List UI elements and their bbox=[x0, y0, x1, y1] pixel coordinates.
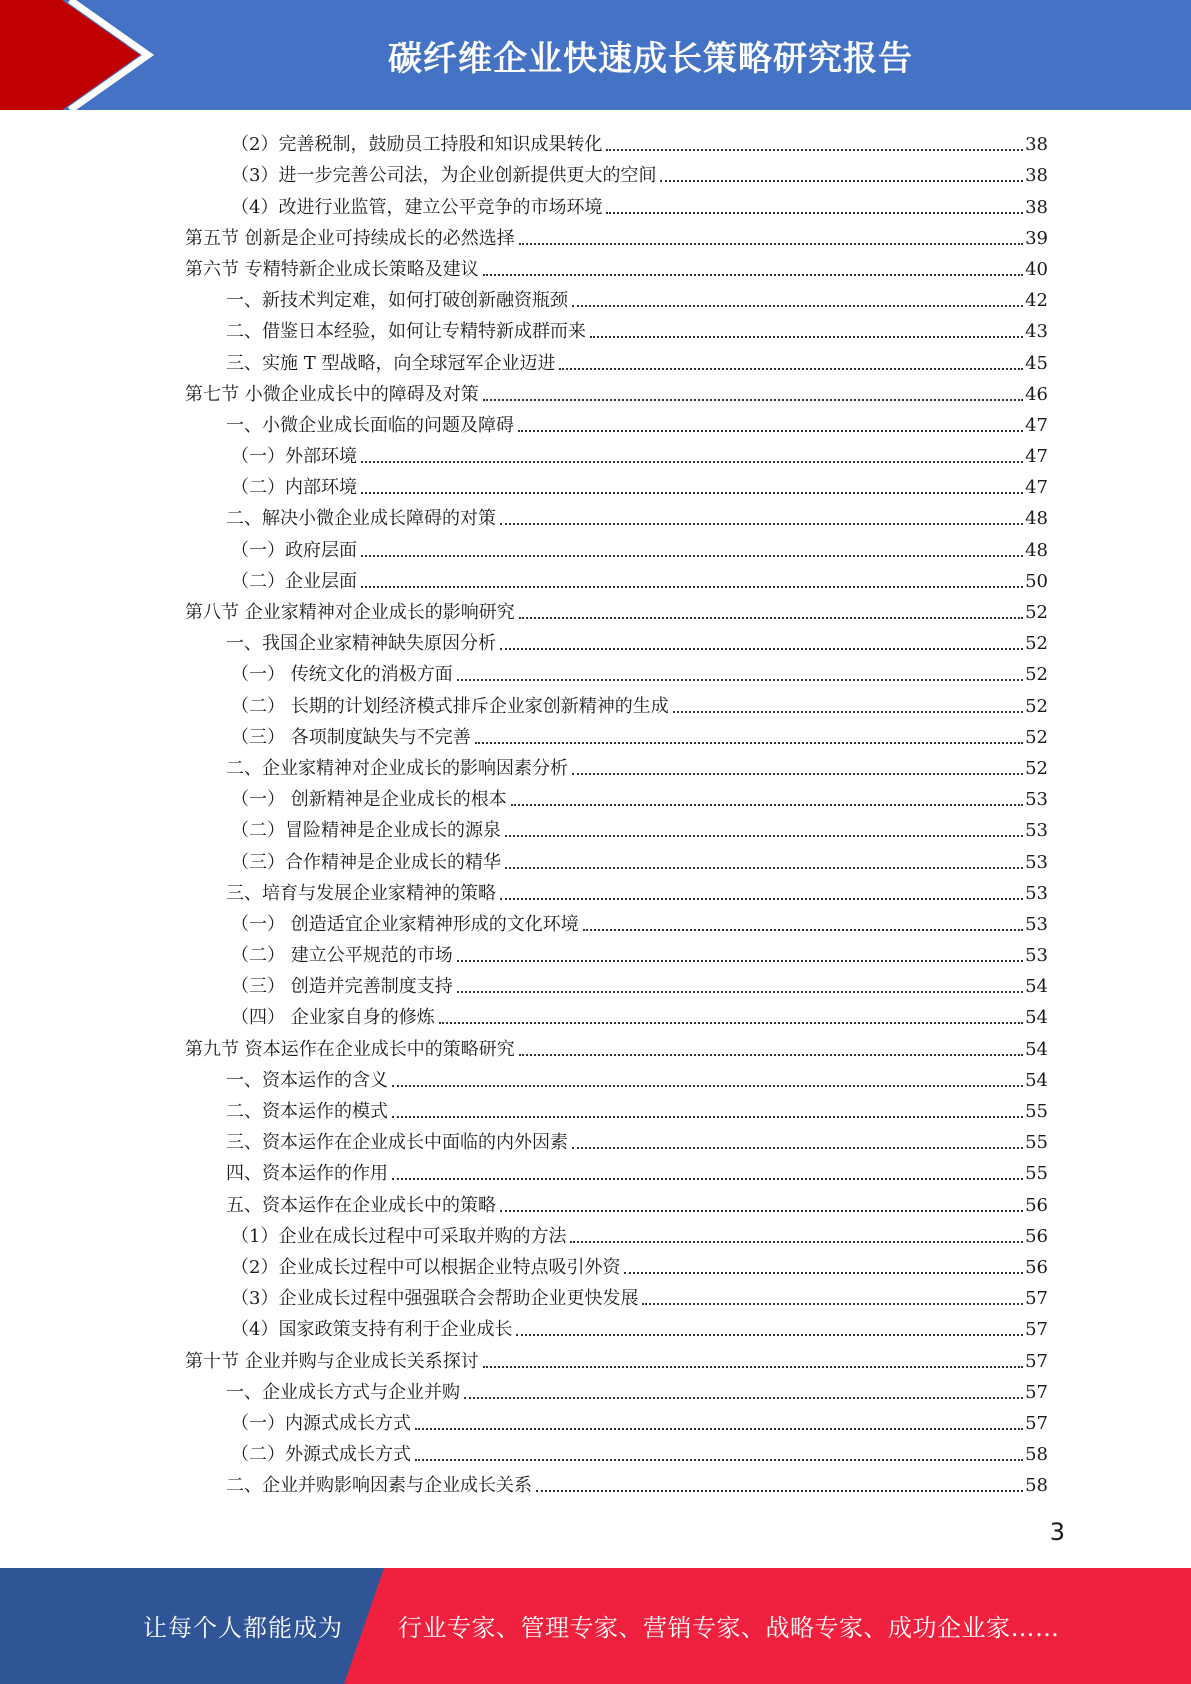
toc-entry-page: 53 bbox=[1025, 913, 1048, 935]
toc-dot-leader bbox=[361, 461, 1023, 463]
toc-dot-leader bbox=[624, 1272, 1023, 1274]
toc-entry-page: 40 bbox=[1025, 258, 1048, 280]
toc-entry-title: 第八节 企业家精神对企业成长的影响研究 bbox=[185, 602, 515, 623]
toc-entry-page: 47 bbox=[1025, 446, 1048, 468]
toc-entry-page: 52 bbox=[1025, 664, 1048, 686]
toc-entry[interactable] bbox=[185, 689, 1048, 720]
toc-entry[interactable] bbox=[185, 1095, 1048, 1126]
toc-entry[interactable] bbox=[185, 752, 1048, 783]
toc-entry-page: 52 bbox=[1025, 726, 1048, 748]
toc-entry[interactable] bbox=[185, 284, 1048, 315]
toc-entry[interactable] bbox=[185, 222, 1048, 253]
toc-dot-leader bbox=[519, 617, 1023, 619]
toc-entry[interactable] bbox=[185, 1064, 1048, 1095]
header-banner bbox=[0, 0, 1191, 110]
toc-entry-title: （4）国家政策支持有利于企业成长 bbox=[231, 1319, 513, 1341]
toc-entry-title: 一、资本运作的含义 bbox=[226, 1069, 388, 1091]
toc-entry[interactable] bbox=[185, 440, 1048, 471]
toc-entry[interactable] bbox=[185, 970, 1048, 1001]
toc-entry-title: 第五节 创新是企业可持续成长的必然选择 bbox=[185, 227, 515, 249]
toc-dot-leader bbox=[392, 1116, 1023, 1118]
toc-entry[interactable] bbox=[185, 908, 1048, 939]
toc-dot-leader bbox=[500, 523, 1023, 525]
toc-dot-leader bbox=[606, 212, 1023, 214]
toc-dot-leader bbox=[516, 1334, 1023, 1336]
toc-entry-title: （三）合作精神是企业成长的精华 bbox=[231, 851, 501, 873]
toc-entry-title: 第九节 资本运作在企业成长中的策略研究 bbox=[185, 1038, 515, 1060]
toc-entry-title: （三） 各项制度缺失与不完善 bbox=[231, 726, 471, 748]
toc-entry-page: 53 bbox=[1025, 820, 1048, 842]
toc-entry-page: 58 bbox=[1025, 1475, 1048, 1497]
toc-dot-leader bbox=[500, 1210, 1023, 1212]
toc-dot-leader bbox=[483, 1366, 1023, 1368]
toc-dot-leader bbox=[518, 430, 1023, 432]
toc-entry-title: （一） 创新精神是企业成长的根本 bbox=[231, 789, 507, 811]
toc-dot-leader bbox=[572, 305, 1023, 307]
document-title: 碳纤维企业快速成长策略研究报告 bbox=[388, 38, 913, 79]
toc-dot-leader bbox=[519, 1054, 1023, 1056]
toc-dot-leader bbox=[457, 991, 1023, 993]
toc-dot-leader bbox=[673, 711, 1023, 713]
toc-entry-page: 54 bbox=[1025, 1069, 1048, 1091]
chevron-icon bbox=[0, 0, 160, 110]
toc-dot-leader bbox=[457, 679, 1023, 681]
toc-entry-page: 52 bbox=[1025, 602, 1048, 623]
toc-entry-title: 一、我国企业家精神缺失原因分析 bbox=[226, 633, 496, 655]
toc-entry[interactable] bbox=[185, 939, 1048, 970]
toc-entry-page: 57 bbox=[1025, 1319, 1048, 1341]
toc-entry-title: 第六节 专精特新企业成长策略及建议 bbox=[185, 258, 479, 280]
toc-entry-title: 五、资本运作在企业成长中的策略 bbox=[226, 1194, 496, 1216]
toc-dot-leader bbox=[361, 586, 1023, 588]
footer-banner bbox=[0, 1568, 1191, 1684]
toc-entry-title: （一）外部环境 bbox=[231, 446, 357, 468]
toc-entry[interactable] bbox=[185, 1282, 1048, 1313]
toc-entry-title: 三、培育与发展企业家精神的策略 bbox=[226, 882, 496, 904]
toc-dot-leader bbox=[536, 1490, 1023, 1492]
toc-dot-leader bbox=[572, 1147, 1023, 1149]
toc-entry-page: 58 bbox=[1025, 1444, 1048, 1466]
toc-entry[interactable] bbox=[185, 845, 1048, 876]
toc-dot-leader bbox=[483, 399, 1023, 401]
toc-entry-title: （二）冒险精神是企业成长的源泉 bbox=[231, 820, 501, 842]
toc-dot-leader bbox=[505, 867, 1023, 869]
toc-entry[interactable] bbox=[185, 1407, 1048, 1438]
toc-dot-leader bbox=[500, 648, 1023, 650]
toc-dot-leader bbox=[519, 243, 1023, 245]
toc-entry-page: 52 bbox=[1025, 633, 1048, 655]
toc-entry-title: （3）企业成长过程中强强联合会帮助企业更快发展 bbox=[231, 1288, 639, 1310]
toc-dot-leader bbox=[590, 336, 1023, 338]
toc-entry-page: 48 bbox=[1025, 539, 1048, 561]
toc-entry-title: 二、解决小微企业成长障碍的对策 bbox=[226, 508, 496, 530]
toc-entry[interactable] bbox=[185, 502, 1048, 533]
toc-entry-page: 54 bbox=[1025, 1038, 1048, 1060]
toc-dot-leader bbox=[415, 1459, 1023, 1461]
toc-entry[interactable] bbox=[185, 190, 1048, 221]
toc-entry[interactable] bbox=[185, 783, 1048, 814]
toc-entry-page: 57 bbox=[1025, 1288, 1048, 1310]
toc-entry-page: 57 bbox=[1025, 1350, 1048, 1372]
toc-dot-leader bbox=[505, 835, 1023, 837]
toc-dot-leader bbox=[475, 742, 1023, 744]
toc-entry[interactable] bbox=[185, 721, 1048, 752]
toc-entry-title: （一）政府层面 bbox=[231, 539, 357, 561]
toc-entry[interactable] bbox=[185, 378, 1048, 409]
toc-dot-leader bbox=[500, 898, 1023, 900]
toc-entry-title: （一） 创造适宜企业家精神形成的文化环境 bbox=[231, 913, 579, 935]
toc-dot-leader bbox=[392, 1178, 1023, 1180]
toc-dot-leader bbox=[570, 1241, 1023, 1243]
toc-entry-page: 55 bbox=[1025, 1163, 1048, 1185]
toc-entry-title: 一、企业成长方式与企业并购 bbox=[226, 1381, 460, 1403]
toc-entry[interactable] bbox=[185, 315, 1048, 346]
toc-entry[interactable] bbox=[185, 1344, 1048, 1375]
toc-entry-page: 54 bbox=[1025, 976, 1048, 998]
toc-entry-title: 一、新技术判定难，如何打破创新融资瓶颈 bbox=[226, 290, 568, 312]
toc-entry-title: （四） 企业家自身的修炼 bbox=[231, 1007, 435, 1029]
toc-entry-title: （一）内源式成长方式 bbox=[231, 1412, 411, 1434]
toc-entry-title: 一、小微企业成长面临的问题及障碍 bbox=[226, 414, 514, 436]
toc-entry-page: 57 bbox=[1025, 1412, 1048, 1434]
toc-entry-page: 56 bbox=[1025, 1225, 1048, 1247]
toc-entry-title: （二） 长期的计划经济模式排斥企业家创新精神的生成 bbox=[231, 695, 669, 717]
toc-entry[interactable] bbox=[185, 596, 1048, 627]
toc-entry-title: （3）进一步完善公司法，为企业创新提供更大的空间 bbox=[231, 165, 657, 187]
toc-entry-page: 46 bbox=[1025, 383, 1048, 405]
toc-dot-leader bbox=[415, 1428, 1023, 1430]
toc-entry[interactable] bbox=[185, 1188, 1048, 1219]
toc-entry[interactable] bbox=[185, 1438, 1048, 1469]
toc-entry[interactable] bbox=[185, 159, 1048, 190]
toc-entry[interactable] bbox=[185, 253, 1048, 284]
toc-dot-leader bbox=[483, 274, 1023, 276]
toc-entry-page: 38 bbox=[1025, 134, 1048, 156]
toc-entry-page: 53 bbox=[1025, 851, 1048, 873]
toc-entry-title: 二、借鉴日本经验，如何让专精特新成群而来 bbox=[226, 321, 586, 343]
page-number: 3 bbox=[1049, 1518, 1065, 1546]
toc-entry-page: 53 bbox=[1025, 945, 1048, 967]
toc-entry[interactable] bbox=[185, 1032, 1048, 1063]
toc-entry-page: 50 bbox=[1025, 570, 1048, 592]
toc-entry-page: 53 bbox=[1025, 789, 1048, 811]
toc-dot-leader bbox=[439, 1022, 1023, 1024]
toc-entry-page: 55 bbox=[1025, 1101, 1048, 1122]
toc-dot-leader bbox=[606, 149, 1023, 151]
toc-entry-page: 39 bbox=[1025, 227, 1048, 249]
toc-entry-page: 43 bbox=[1025, 321, 1048, 343]
toc-entry-title: 第十节 企业并购与企业成长关系探讨 bbox=[185, 1350, 479, 1372]
toc-entry[interactable] bbox=[185, 1157, 1048, 1188]
toc-entry[interactable] bbox=[185, 1251, 1048, 1282]
toc-entry-page: 42 bbox=[1025, 290, 1048, 312]
toc-entry-title: 二、企业家精神对企业成长的影响因素分析 bbox=[226, 757, 568, 779]
toc-dot-leader bbox=[361, 555, 1023, 557]
toc-entry[interactable] bbox=[185, 1313, 1048, 1344]
toc-entry-title: （二）外源式成长方式 bbox=[231, 1444, 411, 1466]
toc-entry-title: （三） 创造并完善制度支持 bbox=[231, 976, 453, 998]
toc-entry-title: （2）企业成长过程中可以根据企业特点吸引外资 bbox=[231, 1256, 621, 1278]
toc-entry-page: 56 bbox=[1025, 1256, 1048, 1278]
toc-entry[interactable] bbox=[185, 533, 1048, 564]
toc-dot-leader bbox=[392, 1085, 1023, 1087]
toc-entry[interactable] bbox=[185, 1220, 1048, 1251]
toc-dot-leader bbox=[457, 960, 1023, 962]
toc-entry-title: 三、实施 T 型战略，向全球冠军企业迈进 bbox=[226, 352, 556, 374]
toc-entry-title: （4）改进行业监管，建立公平竞争的市场环境 bbox=[231, 196, 603, 218]
toc-dot-leader bbox=[361, 492, 1023, 494]
toc-entry-title: 三、资本运作在企业成长中面临的内外因素 bbox=[226, 1132, 568, 1154]
toc-entry[interactable] bbox=[185, 1469, 1048, 1500]
footer-slogan-left: 让每个人都能成为 bbox=[143, 1614, 343, 1642]
toc-entry[interactable] bbox=[185, 658, 1048, 689]
toc-dot-leader bbox=[559, 368, 1023, 370]
toc-entry-page: 57 bbox=[1025, 1381, 1048, 1403]
toc-entry-page: 55 bbox=[1025, 1132, 1048, 1154]
toc-dot-leader bbox=[642, 1303, 1023, 1305]
toc-entry-page: 52 bbox=[1025, 757, 1048, 779]
toc-entry-page: 52 bbox=[1025, 695, 1048, 717]
toc-entry-page: 53 bbox=[1025, 882, 1048, 904]
toc-entry-title: 二、资本运作的模式 bbox=[226, 1101, 388, 1122]
toc-entry[interactable] bbox=[185, 471, 1048, 502]
toc-entry-title: （二）内部环境 bbox=[231, 477, 357, 499]
toc-entry[interactable] bbox=[185, 877, 1048, 908]
toc-entry[interactable] bbox=[185, 409, 1048, 440]
toc-dot-leader bbox=[511, 804, 1023, 806]
toc-entry-page: 47 bbox=[1025, 414, 1048, 436]
toc-entry[interactable] bbox=[185, 814, 1048, 845]
toc-entry[interactable] bbox=[185, 627, 1048, 658]
toc-entry-title: （二）企业层面 bbox=[231, 570, 357, 592]
toc-entry[interactable] bbox=[185, 128, 1048, 159]
toc-dot-leader bbox=[583, 929, 1023, 931]
toc-entry-title: （二） 建立公平规范的市场 bbox=[231, 945, 453, 967]
toc-entry[interactable] bbox=[185, 1376, 1048, 1407]
toc-entry-title: 第七节 小微企业成长中的障碍及对策 bbox=[185, 383, 479, 405]
toc-entry[interactable] bbox=[185, 565, 1048, 596]
toc-entry-page: 48 bbox=[1025, 508, 1048, 530]
toc-entry[interactable] bbox=[185, 1001, 1048, 1032]
toc-entry[interactable] bbox=[185, 1126, 1048, 1157]
toc-entry-title: （一） 传统文化的消极方面 bbox=[231, 664, 453, 686]
footer-slogan-right: 行业专家、管理专家、营销专家、战略专家、成功企业家…… bbox=[398, 1614, 1060, 1642]
toc-entry-title: （1）企业在成长过程中可采取并购的方法 bbox=[231, 1225, 567, 1247]
toc-entry-page: 38 bbox=[1025, 196, 1048, 218]
toc-dot-leader bbox=[660, 180, 1023, 182]
toc-entry-title: （2）完善税制，鼓励员工持股和知识成果转化 bbox=[231, 134, 603, 156]
toc-entry-title: 二、企业并购影响因素与企业成长关系 bbox=[226, 1475, 532, 1497]
table-of-contents bbox=[185, 128, 1048, 1500]
toc-entry-page: 45 bbox=[1025, 352, 1048, 374]
toc-entry-page: 38 bbox=[1025, 165, 1048, 187]
toc-dot-leader bbox=[572, 773, 1023, 775]
toc-entry[interactable] bbox=[185, 346, 1048, 377]
toc-dot-leader bbox=[464, 1397, 1023, 1399]
toc-entry-title: 四、资本运作的作用 bbox=[226, 1163, 388, 1185]
toc-entry-page: 54 bbox=[1025, 1007, 1048, 1029]
toc-entry-page: 47 bbox=[1025, 477, 1048, 499]
toc-entry-page: 56 bbox=[1025, 1194, 1048, 1216]
